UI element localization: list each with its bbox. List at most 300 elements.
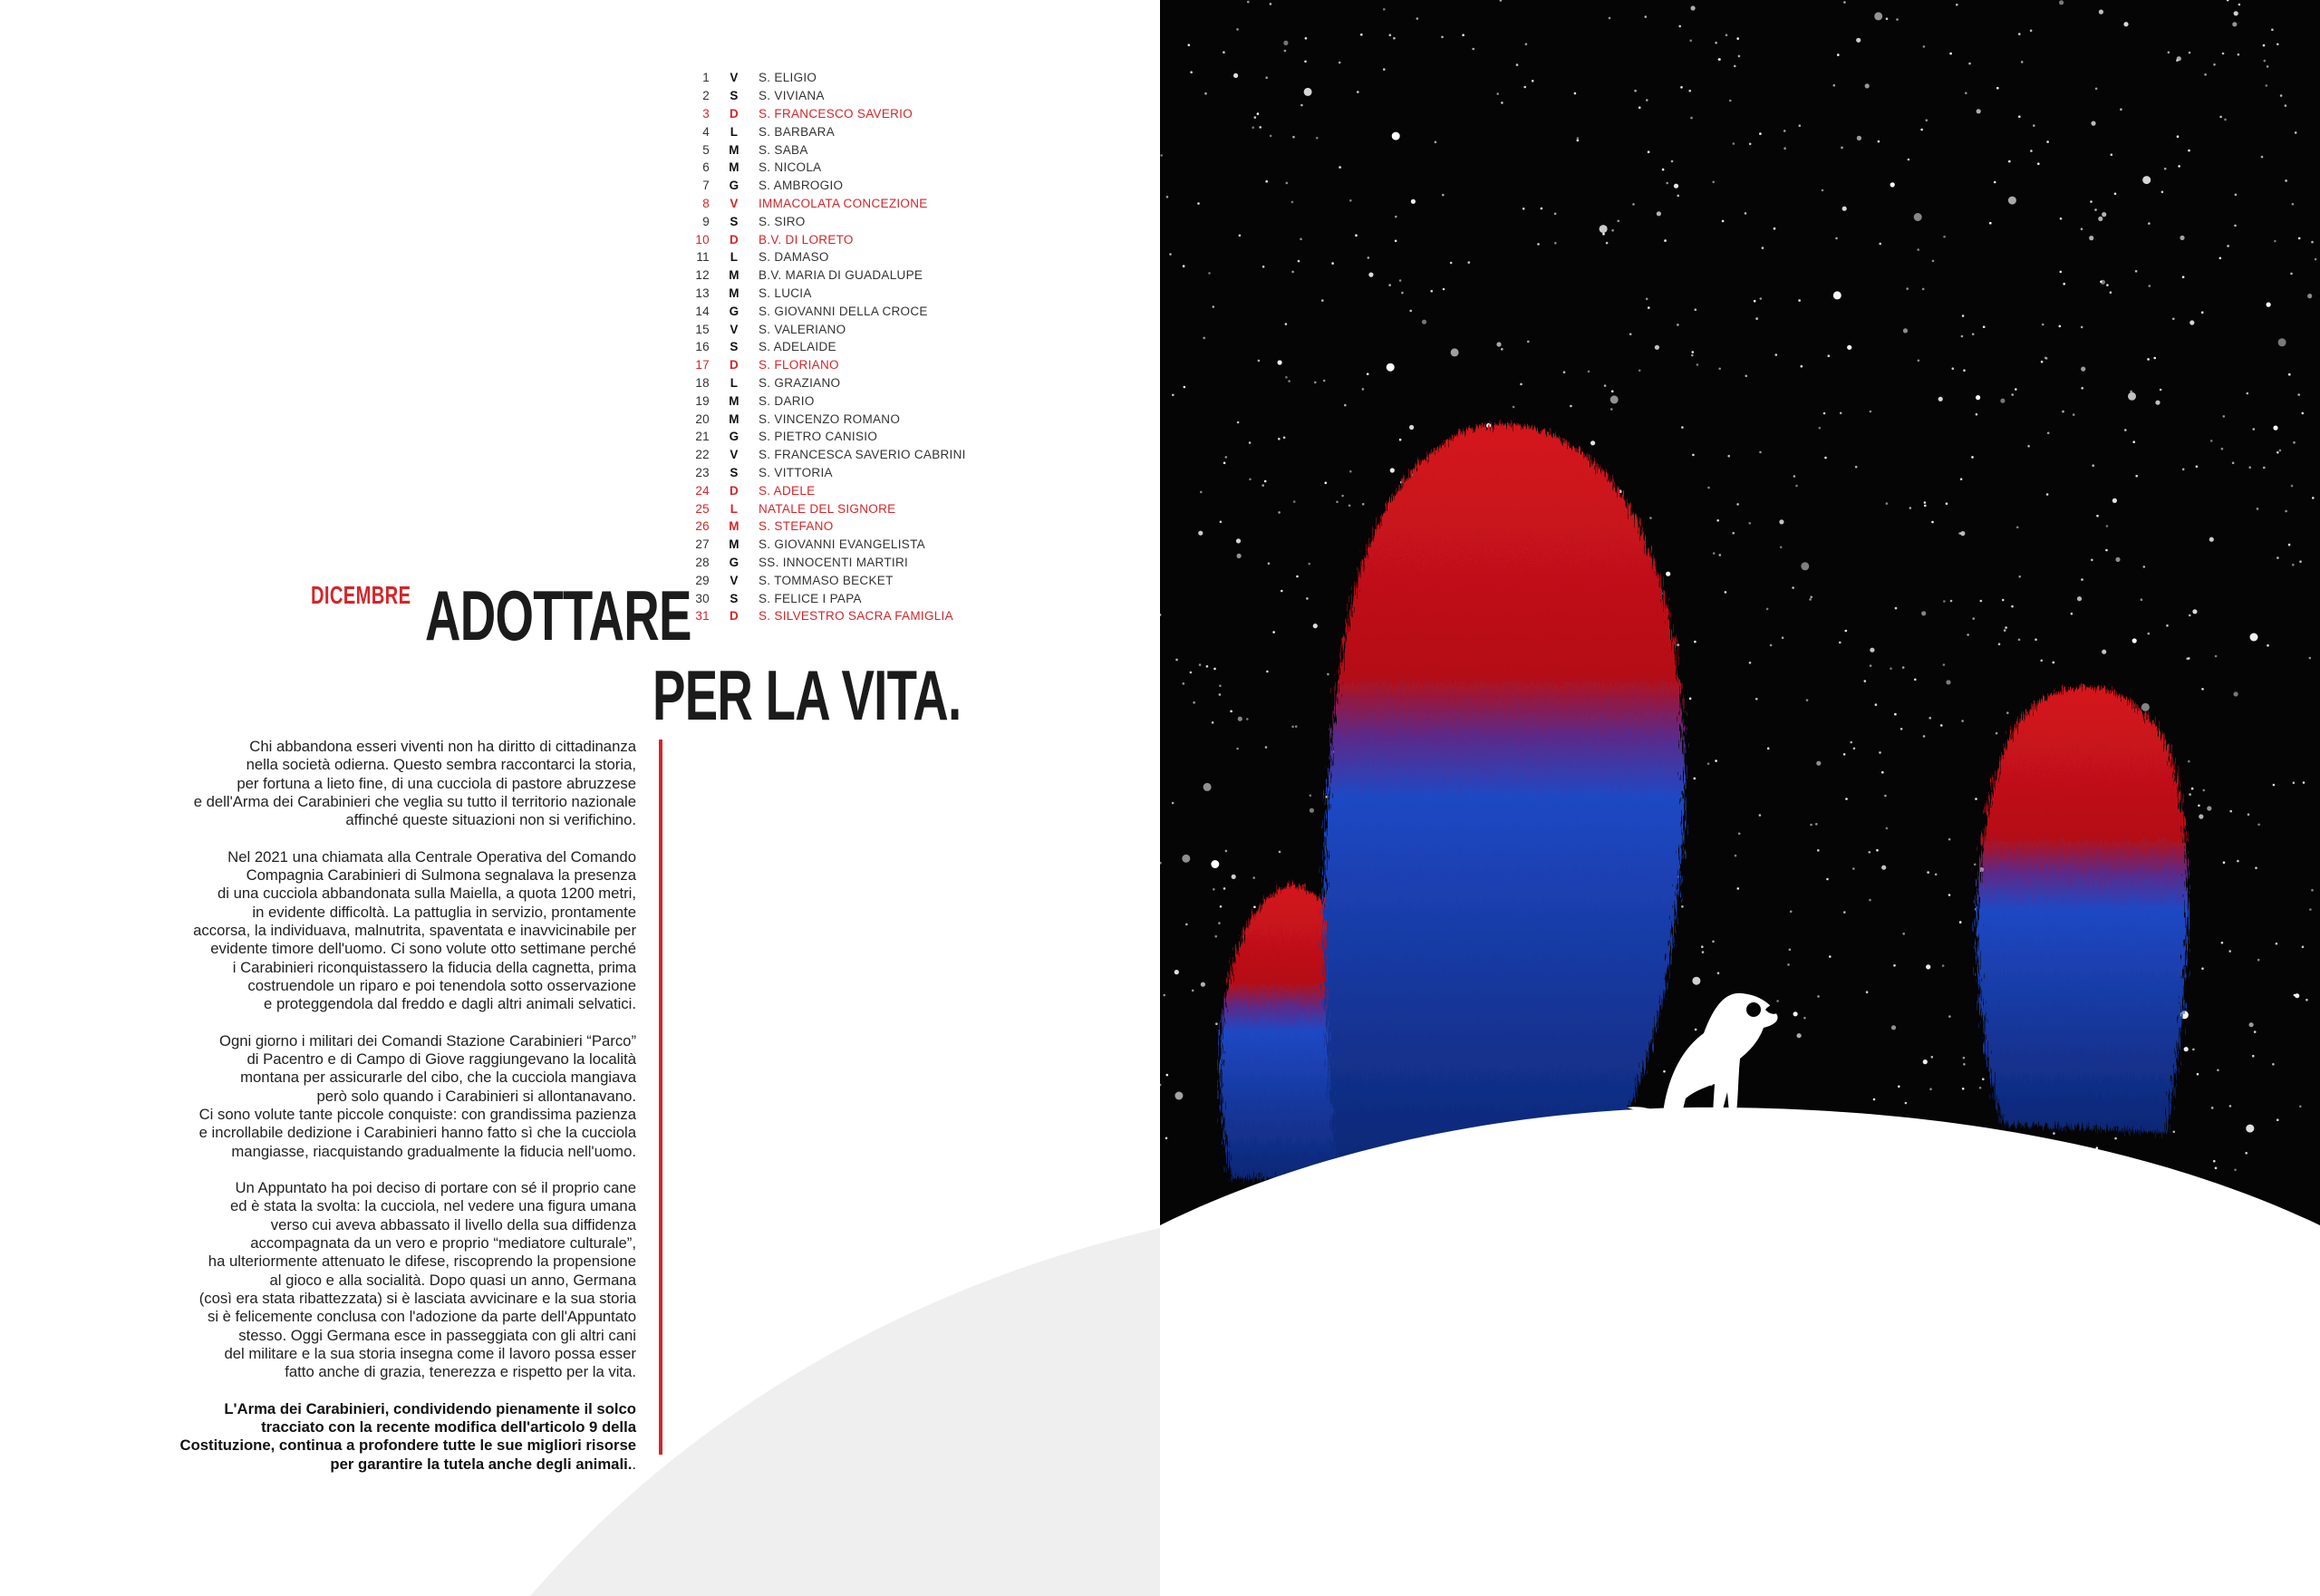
star [2292, 203, 2295, 206]
star [1183, 682, 1185, 685]
star [1766, 608, 1769, 611]
star [2147, 358, 2150, 361]
star [2128, 392, 2136, 401]
star [1600, 225, 1608, 233]
star [2288, 373, 2291, 376]
star [1826, 878, 1829, 881]
star [1278, 511, 1281, 514]
star [2180, 236, 2184, 240]
saint-name: S. VIVIANA [759, 89, 825, 103]
star [1304, 61, 1307, 63]
star [2011, 393, 2014, 396]
star [1767, 748, 1770, 750]
star [1938, 397, 1943, 401]
saint-name: S. FLORIANO [759, 358, 839, 372]
star [2293, 441, 2296, 444]
star [2099, 10, 2103, 15]
calendar-day [684, 499, 966, 517]
star [1946, 502, 1948, 505]
star [2248, 813, 2250, 816]
star [1998, 643, 2001, 645]
day-of-week: S [730, 465, 739, 479]
star [1223, 887, 1226, 890]
star [2168, 52, 2170, 54]
star [1928, 717, 1931, 720]
star [1383, 8, 1386, 11]
day-number: 5 [702, 142, 710, 157]
article-line: affinché queste situazioni non si verifichino. [345, 811, 636, 829]
day-of-week: V [730, 196, 739, 210]
star [1355, 234, 1358, 237]
star [1906, 287, 1909, 290]
star [1341, 495, 1344, 498]
star [2263, 467, 2266, 469]
star [1501, 102, 1503, 104]
saint-name: IMMACOLATA CONCEZIONE [759, 196, 928, 210]
star [2201, 688, 2204, 691]
star [2182, 276, 2185, 278]
star [2309, 908, 2312, 911]
calendar-day [684, 248, 966, 266]
star [1716, 519, 1719, 522]
star [1754, 300, 1756, 303]
star [1850, 741, 1852, 744]
star [1790, 911, 1793, 914]
star [2199, 814, 2203, 818]
star [2221, 448, 2224, 450]
saint-name: S. NICOLA [759, 160, 822, 175]
star [1223, 462, 1226, 465]
star [1839, 642, 1842, 644]
star [2255, 866, 2257, 869]
star [1472, 48, 1474, 51]
star [1678, 25, 1681, 28]
day-number: 3 [702, 106, 710, 121]
saint-name: S. BARBARA [759, 124, 836, 139]
star [2223, 415, 2226, 418]
star [2276, 451, 2279, 454]
day-of-week: M [729, 537, 740, 552]
star [1793, 1011, 1798, 1016]
star [2166, 624, 2169, 627]
star [1823, 412, 1826, 415]
star [2276, 44, 2279, 46]
star [2018, 115, 2021, 118]
star [2077, 596, 2082, 601]
star [1996, 732, 1998, 735]
star [1878, 140, 1880, 143]
star [1496, 342, 1501, 346]
star [1879, 751, 1881, 754]
star [1869, 899, 1871, 902]
snow-hill [1160, 1108, 2320, 1596]
star [1629, 333, 1632, 335]
star [1219, 693, 1222, 696]
star [2219, 257, 2222, 260]
star [1963, 1063, 1966, 1066]
star [1962, 314, 1965, 317]
star [2238, 53, 2240, 56]
star [1247, 1, 1250, 4]
star [1865, 83, 1870, 88]
star [1409, 425, 1414, 430]
star [1296, 576, 1299, 578]
star [1920, 129, 1923, 131]
star [1952, 367, 1955, 370]
star [1779, 519, 1784, 524]
star [1837, 53, 1840, 56]
star [1923, 735, 1926, 738]
star [1909, 507, 1912, 509]
day-of-week: D [729, 106, 740, 121]
star [1646, 99, 1648, 102]
star [1638, 370, 1641, 372]
star [2267, 303, 2271, 307]
calendar-day [684, 338, 966, 356]
calendar-day [684, 481, 966, 499]
article-line: L'Arma dei Carabinieri, condividendo pienamente il solco [224, 1399, 636, 1417]
article-line: di una cucciola abbandonata sulla Maiella, a quota 1200 metri, [218, 885, 636, 903]
calendar-day [684, 159, 966, 177]
star [2211, 1107, 2214, 1109]
star [2149, 285, 2151, 287]
star [2148, 222, 2151, 225]
star [1201, 982, 1205, 987]
star [2112, 498, 2117, 503]
star [1869, 851, 1871, 854]
star [2106, 284, 2109, 286]
star [2280, 94, 2283, 97]
star [1717, 972, 1720, 974]
star [2143, 566, 2146, 568]
day-number: 29 [695, 573, 710, 587]
star [1172, 802, 1174, 805]
star [1681, 426, 1684, 429]
star [2213, 1160, 2216, 1163]
star [1611, 229, 1614, 232]
star [2201, 312, 2204, 314]
star [1160, 614, 1161, 616]
star [1755, 317, 1758, 320]
star [1876, 849, 1879, 852]
star [1204, 92, 1207, 95]
star [1943, 236, 1946, 238]
star [2229, 1105, 2232, 1108]
star [1829, 955, 1832, 958]
star [1570, 405, 1572, 408]
star [2092, 464, 2094, 467]
star [2046, 493, 2049, 496]
star [1237, 554, 1242, 558]
star [1968, 63, 1971, 65]
star [1749, 662, 1752, 664]
star [1213, 888, 1215, 891]
day-number: 19 [695, 393, 710, 408]
star [2203, 789, 2206, 792]
star [1662, 169, 1665, 171]
day-of-week: G [729, 555, 740, 569]
star [1967, 634, 1969, 636]
calendar-day [684, 571, 966, 589]
star [1749, 522, 1752, 525]
star [1770, 644, 1773, 647]
star [1792, 586, 1794, 589]
star [1996, 87, 1999, 90]
star [1918, 360, 1920, 363]
star [1926, 964, 1930, 969]
star [2081, 387, 2083, 390]
star [1435, 141, 1437, 144]
star [2016, 527, 2019, 529]
star [2011, 605, 2014, 608]
star [1977, 109, 1981, 113]
star [1795, 485, 1798, 488]
star [1185, 924, 1188, 926]
day-number: 23 [695, 465, 710, 479]
star [2059, 325, 2062, 328]
star [1692, 977, 1700, 985]
article-line: Costituzione, continua a profondere tutte le sue migliori risorse [179, 1436, 636, 1455]
star [1525, 43, 1528, 45]
star [1249, 479, 1252, 481]
star [1339, 62, 1341, 64]
saint-name: S. SABA [759, 142, 808, 157]
article-line: ha ulteriormente attenuato le difese, riscoprendo la propensione [208, 1253, 636, 1271]
star [1857, 136, 1861, 140]
star [2033, 124, 2035, 127]
star [2234, 1169, 2237, 1172]
star [2234, 11, 2238, 15]
star [1733, 142, 1735, 145]
star [1817, 995, 1820, 998]
star [1213, 305, 1215, 308]
star [1537, 243, 1540, 246]
star [1430, 290, 1433, 293]
star [2196, 466, 2199, 469]
day-number: 8 [702, 196, 710, 210]
star [1190, 672, 1193, 674]
star [2271, 29, 2274, 32]
day-of-week: G [729, 430, 740, 444]
day-number: 22 [695, 448, 710, 462]
star [1262, 484, 1264, 487]
star [1279, 851, 1281, 854]
star [1894, 713, 1897, 716]
article-closing-bold [180, 1400, 636, 1473]
calendar-day [684, 374, 966, 392]
star [1278, 438, 1281, 440]
star [1734, 65, 1736, 68]
day-of-week: D [729, 232, 740, 247]
star [1924, 505, 1927, 508]
article-line: Chi abbandona esseri viventi non ha diritto di cittadinanza [249, 738, 636, 755]
saint-name: S. DARIO [759, 393, 815, 408]
star [2161, 191, 2164, 194]
star [1784, 147, 1786, 150]
article-line: Compagnia Carabinieri di Sulmona segnalava la presenza [246, 866, 636, 885]
star [2247, 392, 2249, 395]
star [1416, 17, 1419, 20]
star [1905, 1102, 1908, 1105]
day-of-week: S [730, 89, 739, 103]
star [1632, 203, 1635, 206]
star [2238, 4, 2241, 6]
star [2081, 367, 2085, 372]
star [1921, 611, 1926, 615]
star [2290, 273, 2293, 276]
star [1886, 502, 1889, 505]
star [2089, 236, 2093, 240]
star [1198, 531, 1203, 536]
calendar-day [684, 87, 966, 105]
star [1718, 368, 1721, 371]
saint-name: S. SILVESTRO SACRA FAMIGLIA [759, 609, 953, 624]
day-number: 21 [695, 430, 710, 444]
star [2037, 162, 2040, 165]
star [2006, 711, 2009, 714]
star [2224, 119, 2227, 121]
star [2189, 793, 2191, 796]
star [1174, 1092, 1183, 1100]
star [1900, 728, 1903, 730]
day-number: 1 [702, 71, 710, 85]
star [2053, 662, 2055, 664]
article-line: accorsa, la individuava, malnutrita, spaventata e inavvicinabile per [193, 921, 636, 939]
saint-name: S. STEFANO [759, 519, 834, 534]
star [1310, 808, 1314, 813]
star [2210, 440, 2213, 442]
star [1501, 348, 1503, 351]
star [2272, 1063, 2275, 1066]
star [1516, 63, 1519, 66]
star [1917, 248, 1919, 251]
star [2135, 475, 2138, 478]
calendar-day [684, 105, 966, 123]
star [1793, 475, 1796, 478]
star [2081, 227, 2083, 230]
article-line: di Pacentro e di Campo di Giove raggiungevano la località [246, 1050, 636, 1069]
star [1833, 84, 1836, 87]
day-of-week: V [730, 448, 739, 462]
star [1451, 348, 1459, 356]
star [1230, 711, 1232, 713]
star [1691, 5, 1696, 10]
star [1908, 159, 1910, 161]
star [1362, 503, 1365, 506]
star [1295, 725, 1298, 728]
star [2299, 1106, 2302, 1108]
star [1496, 92, 1499, 95]
star [1183, 265, 1185, 267]
star [1165, 1137, 1168, 1140]
day-number: 2 [702, 89, 710, 103]
article-line: (così era stata ribattezzata) si è lasciata avvicinare e la sua storia [198, 1289, 636, 1307]
day-of-week: V [730, 322, 739, 336]
star [1940, 724, 1943, 727]
star [1948, 894, 1951, 896]
day-of-week: L [730, 501, 739, 516]
star [1314, 382, 1317, 384]
star [1258, 360, 1261, 363]
star [1399, 439, 1402, 441]
calendar-day [684, 195, 966, 213]
star [2018, 576, 2021, 578]
star [2267, 65, 2269, 68]
star [1523, 86, 1526, 89]
star [2285, 510, 2287, 513]
star [1225, 456, 1228, 459]
day-of-week: D [729, 483, 740, 498]
star [2155, 401, 2160, 405]
star [1886, 827, 1889, 830]
star [1843, 753, 1846, 756]
star [1610, 408, 1613, 411]
day-number: 18 [695, 375, 710, 390]
saint-name: S. GIOVANNI EVANGELISTA [759, 537, 925, 552]
star [2045, 357, 2048, 360]
star [1262, 266, 1265, 268]
star [2213, 63, 2216, 66]
star [1890, 667, 1892, 670]
star [2132, 638, 2137, 643]
star [2263, 44, 2266, 47]
star [1691, 354, 1694, 357]
star [2273, 426, 2277, 430]
star [1203, 337, 1205, 340]
star [2030, 150, 2033, 152]
star [2041, 361, 2044, 363]
star [1784, 130, 1786, 132]
star [1870, 648, 1874, 653]
star [1942, 964, 1945, 967]
star [1671, 160, 1674, 163]
star [1606, 242, 1609, 245]
star [1932, 260, 1935, 263]
star [2261, 156, 2264, 159]
day-number: 15 [695, 322, 710, 336]
star [2311, 241, 2314, 244]
star [2276, 943, 2278, 945]
star [2008, 197, 2016, 205]
star [1843, 1, 1846, 4]
star [1874, 12, 1882, 20]
star [2297, 393, 2300, 396]
star [2274, 240, 2276, 243]
star [2209, 537, 2214, 542]
day-number: 12 [695, 268, 710, 283]
star [1411, 199, 1416, 204]
star [1971, 456, 1974, 459]
star [2040, 660, 2043, 663]
day-of-week: L [730, 375, 739, 390]
star [2292, 564, 2295, 566]
star [2311, 889, 2314, 892]
star [2266, 84, 2268, 87]
star [1707, 762, 1710, 765]
star [1958, 532, 1961, 535]
day-number: 16 [695, 340, 710, 354]
star [1707, 487, 1710, 489]
star [1994, 181, 1996, 184]
star [1948, 1015, 1951, 1018]
star [1926, 119, 1928, 121]
saint-name: S. GIOVANNI DELLA CROCE [759, 304, 928, 318]
star [1588, 371, 1590, 373]
star [2123, 22, 2128, 26]
star [2178, 165, 2180, 168]
red-blue-tree-icon [1977, 687, 2188, 1133]
day-of-week: M [729, 160, 740, 175]
